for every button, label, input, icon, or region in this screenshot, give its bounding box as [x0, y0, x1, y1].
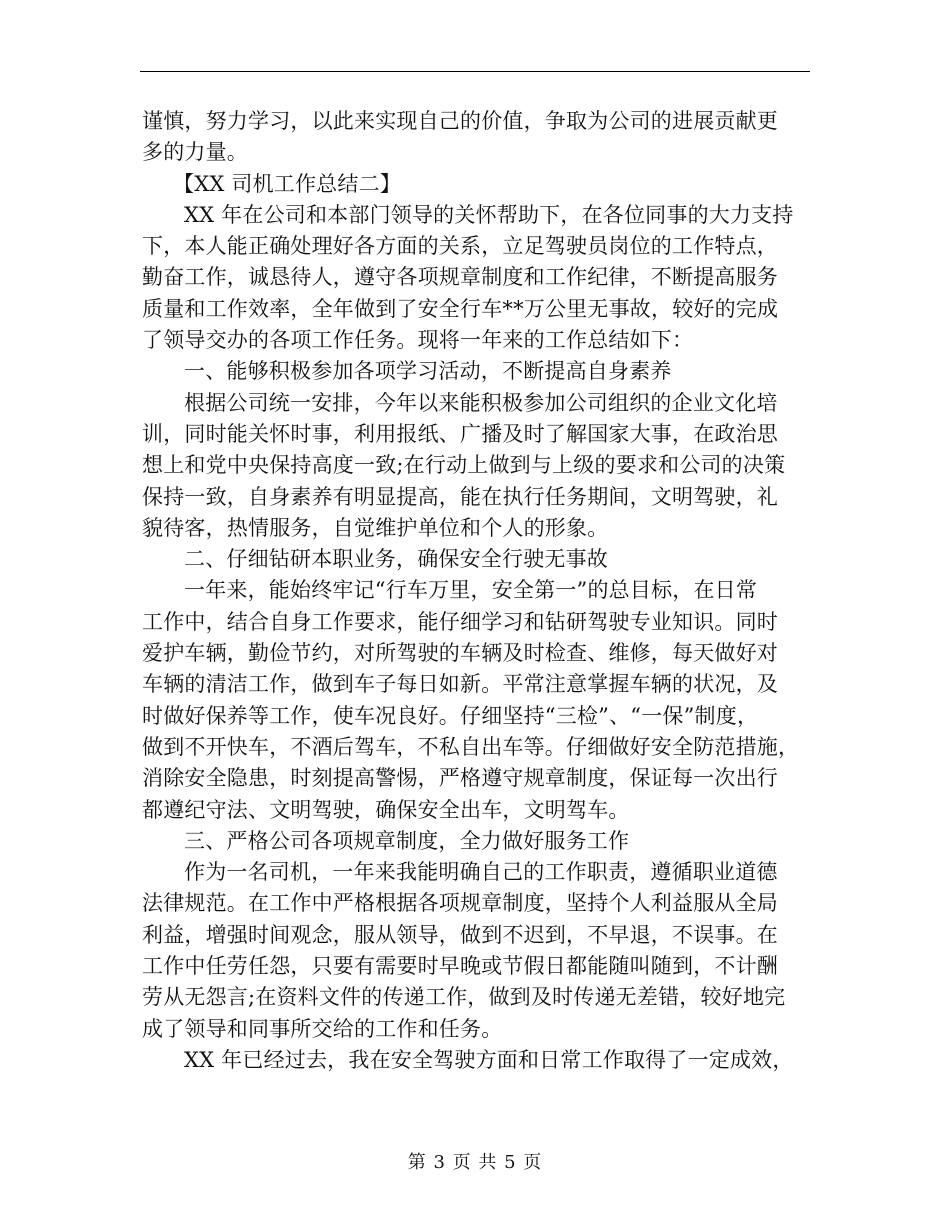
body-line: 质量和工作效率，全年做到了安全行车**万公里无事故，较好的完成	[142, 296, 779, 321]
page-number-footer: 第 3 页 共 5 页	[407, 1152, 543, 1173]
body-line: 训，同时能关怀时事，利用报纸、广播及时了解国家大事，在政治思	[142, 421, 778, 446]
body-line: 成了领导和同事所交给的工作和任务。	[142, 1016, 503, 1041]
body-line: 车辆的清洁工作，做到车子每日如新。平常注意掌握车辆的状况，及	[142, 672, 778, 697]
body-line: 爱护车辆，勤俭节约，对所驾驶的车辆及时检查、维修，每天做好对	[142, 641, 778, 666]
body-line: 下，本人能正确处理好各方面的关系，立足驾驶员岗位的工作特点，	[142, 234, 778, 259]
body-line: 根据公司统一安排，今年以来能积极参加公司组织的企业文化培	[184, 390, 778, 415]
body-line: 利益，增强时间观念，服从领导，做到不迟到，不早退，不误事。在	[142, 922, 778, 947]
body-line: 勤奋工作，诚恳待人，遵守各项规章制度和工作纪律，不断提高服务	[142, 265, 778, 290]
body-line: 劳从无怨言;在资料文件的传递工作，做到及时传递无差错，较好地完	[142, 985, 786, 1010]
body-line: 作为一名司机，一年来我能明确自己的工作职责，遵循职业道德	[184, 860, 778, 885]
body-line: 想上和党中央保持高度一致;在行动上做到与上级的要求和公司的决策	[142, 453, 786, 478]
body-line: 了领导交办的各项工作任务。现将一年来的工作总结如下：	[142, 328, 694, 353]
body-line: XX 年在公司和本部门领导的关怀帮助下，在各位同事的大力支持	[184, 202, 794, 227]
body-line: 做到不开快车，不酒后驾车，不私自出车等。仔细做好安全防范措施，	[142, 734, 800, 759]
section-heading: 二、仔细钻研本职业务，确保安全行驶无事故	[184, 547, 608, 572]
body-line: 工作中，结合自身工作要求，能仔细学习和钻研驾驶专业知识。同时	[142, 609, 778, 634]
section-title: 【XX 司机工作总结二】	[173, 171, 401, 196]
document-body	[142, 106, 810, 1076]
body-line: XX 年已经过去，我在安全驾驶方面和日常工作取得了一定成效，	[184, 1047, 794, 1072]
body-line: 谨慎，努力学习，以此来实现自己的价值，争取为公司的进展贡献更	[142, 109, 778, 133]
body-line: 貌待客，热情服务，自觉维护单位和个人的形象。	[142, 515, 609, 540]
body-line: 一年来，能始终牢记“行车万里，安全第一”的总目标，在日常	[184, 578, 758, 603]
body-line: 工作中任劳任怨，只要有需要时早晚或节假日都能随叫随到，不计酬	[142, 954, 778, 979]
body-line: 法律规范。在工作中严格根据各项规章制度，坚持个人利益服从全局	[142, 891, 778, 916]
section-heading: 一、能够积极参加各项学习活动，不断提高自身素养	[184, 359, 672, 384]
body-line: 消除安全隐患，时刻提高警惕，严格遵守规章制度，保证每一次出行	[142, 766, 778, 791]
body-line: 保持一致，自身素养有明显提高，能在执行任务期间，文明驾驶，礼	[142, 484, 778, 509]
body-line: 都遵纪守法、文明驾驶，确保安全出车，文明驾车。	[142, 797, 630, 822]
section-heading: 三、严格公司各项规章制度，全力做好服务工作	[184, 828, 630, 853]
body-line: 时做好保养等工作，使车况良好。仔细坚持“三检”、“一保”制度，	[142, 703, 759, 728]
body-line: 多的力量。	[142, 140, 248, 165]
header-rule	[140, 71, 810, 72]
